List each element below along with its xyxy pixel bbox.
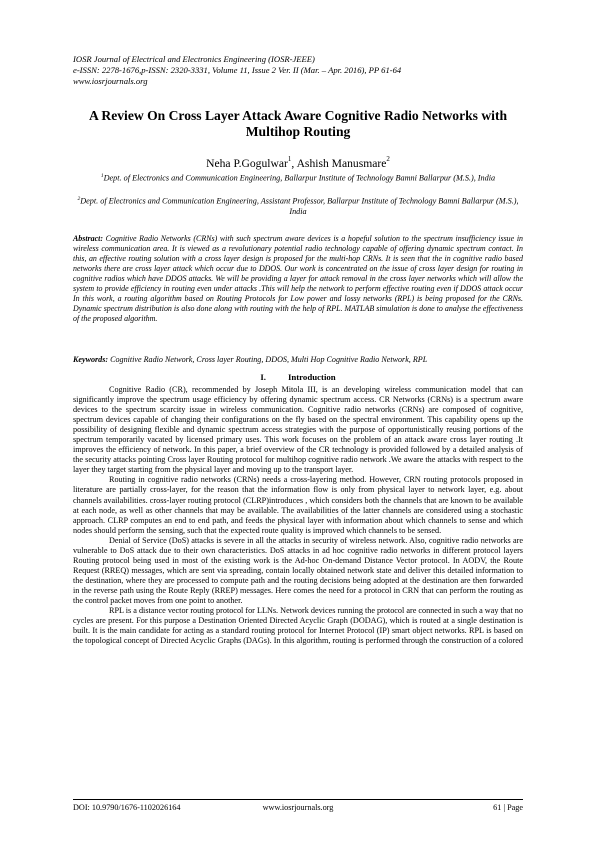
footer-divider	[73, 799, 523, 800]
body-text	[73, 385, 523, 646]
section-title: Introduction	[287, 372, 336, 382]
abstract-text: Cognitive Radio Networks (CRNs) with such spectrum aware devices is a hopeful solution to the spectrum insufficiency issue in wireless communication area. It is viewed as a revolutionary potential radio technology capable of offering dynamic spectrum contact. In this, an effective routing solution with a cross layer design is proposed for the multi-hop CRNs. It is seen that the in cognitive radio based networks there are cross layer attack which occur due to DDOS. Our work is concentrated on the issue of cross layer design for routing in cognitive radios which have DDOS attacks. We will be providing a layer for attack removal in the cross layer networks which will allow the system to provide efficiency in routing even under attacks .This will help the network to perform effective routing even if DDOS attack occur In this work, a routing algorithm based on Routing Protocols for Low power and lossy networks (RPL) is being proposed for the CRNs. Dynamic spectrum distribution is also done along with routing with the help of RPL. MATLAB simulation is done to analyse the effectiveness of the proposed algorithm.	[73, 234, 523, 323]
paragraph: Routing in cognitive radio networks (CRNs) needs a cross-layering method. However, CRN routing protocols proposed in literature are partially cross-layer, for the reason that the information flow is only from physical layer to network layer, e.g. about channels availabilities. cross-layer routing protocol (CLRP)introduces , which considers both the channels that are known to be available at each node, as well as other channels that may be available. The availabilities of the latter channels are considered using a stochastic approach. CLRP computes an end to end path, and feeds the physical layer with information about which channels to sense and which nodes should perform the sensing, such that the expected route quality is improved which channels to be sensed.	[73, 475, 523, 535]
keywords-label: Keywords:	[73, 355, 109, 364]
footer-doi: DOI: 10.9790/1676-1102026164	[73, 803, 181, 812]
author-affiliation-mark: 2	[386, 155, 390, 163]
section-number: I.	[260, 372, 266, 382]
author-separator: ,	[291, 156, 297, 170]
abstract	[73, 234, 523, 324]
author-list	[73, 153, 523, 171]
affiliation-text: Dept. of Electronics and Communication Engineering, Ballarpur Institute of Technology Bamni Ballarpur (M.S.), India	[103, 173, 496, 183]
keywords	[73, 355, 523, 365]
paragraph: RPL is a distance vector routing protocol for LLNs. Network devices running the protocol are connected in such a way that no cycles are present. For this purpose a Destination Oriented Directed Acyclic Graph (DODAG), which is routed at a single destination is built. It is the main candidate for acting as a standard routing protocol for Internet Protocol (IP) smart object networks. RPL is based on the topological concept of Directed Acyclic Graphs (DAGs). In this algorithm, routing is performed through the construction of a colored	[73, 606, 523, 646]
journal-issn-volume: e-ISSN: 2278-1676,p-ISSN: 2320-3331, Volume 11, Issue 2 Ver. II (Mar. – Apr. 2016), PP 61-64	[73, 65, 402, 75]
affiliation-mark: 1	[100, 173, 104, 179]
journal-name: IOSR Journal of Electrical and Electronics Engineering (IOSR-JEEE)	[73, 54, 315, 64]
author-name: Neha P.Gogulwar	[206, 156, 288, 170]
author-affiliation-mark: 1	[287, 155, 292, 163]
affiliation-mark: 2	[77, 196, 81, 202]
section-heading	[73, 372, 523, 383]
abstract-label: Abstract:	[73, 234, 103, 243]
footer-website: www.iosrjournals.org	[262, 803, 334, 812]
affiliation	[73, 194, 523, 218]
keywords-text: Cognitive Radio Network, Cross layer Routing, DDOS, Multi Hop Cognitive Radio Network, RPL	[108, 355, 428, 364]
paragraph: Cognitive Radio (CR), recommended by Joseph Mitola III, is an developing wireless communication model that can significantly improve the spectrum usage efficiency by offering dynamic spectrum access. CR Networks (CRNs) is a spectrum aware devices to the spectrum scarcity issue in wireless communication. Cognitive radio networks (CRNs) are composed of cognitive, spectrum devices capable of changing their configurations on the fly based on the spectral environment. This capability opens up the possibility of designing flexible and dynamic spectrum access strategies with the purpose of opportunistically reusing portions of the spectrum temporarily vacated by licensed primary uses. This work focuses on the problem of an attack aware cross layer routing .It improves the efficiency of network. In this paper, a brief overview of the CR technology is provided followed by a detailed analysis of the security attacks pointing Cross layer Routing protocol for multihop cognitive radio network .We aware the attacks with respect to the layer they target starting from the physical layer and moving up to the transport layer.	[73, 385, 523, 475]
journal-website: www.iosrjournals.org	[73, 76, 148, 86]
affiliation-text: Dept. of Electronics and Communication Engineering, Assistant Professor, Ballarpur Institute of Technology Bamni Ballarpur (M.S.), India	[80, 196, 519, 217]
page-number: 61 | Page	[493, 803, 523, 812]
affiliation	[73, 171, 523, 184]
author-name: Ashish Manusmare	[296, 156, 387, 170]
paper-title: A Review On Cross Layer Attack Aware Cognitive Radio Networks with Multihop Routing	[88, 108, 508, 139]
paragraph: Denial of Service (DoS) attacks is severe in all the attacks in security of wireless network. Also, cognitive radio networks are vulnerable to DoS attack due to their own characteristics. DoS attacks in ad hoc cognitive radio networks in different protocol layers Routing protocol being used in most of the existing work is the Ad-hoc On-demand Distance Vector protocol. In AODV, the Route Request (RREQ) messages, which are sent via spreading, contain locally obtained network state and deliver this detailed information to the destination, where they are processed to compute path and the routing decisions being adopted at the destination are then forwarded in the reverse path using the Route Reply (RREP) messages. Here comes the need for a protocol in CRN that can perform the routing as the control packet moves from one point to another.	[73, 535, 523, 605]
journal-header	[73, 54, 523, 87]
